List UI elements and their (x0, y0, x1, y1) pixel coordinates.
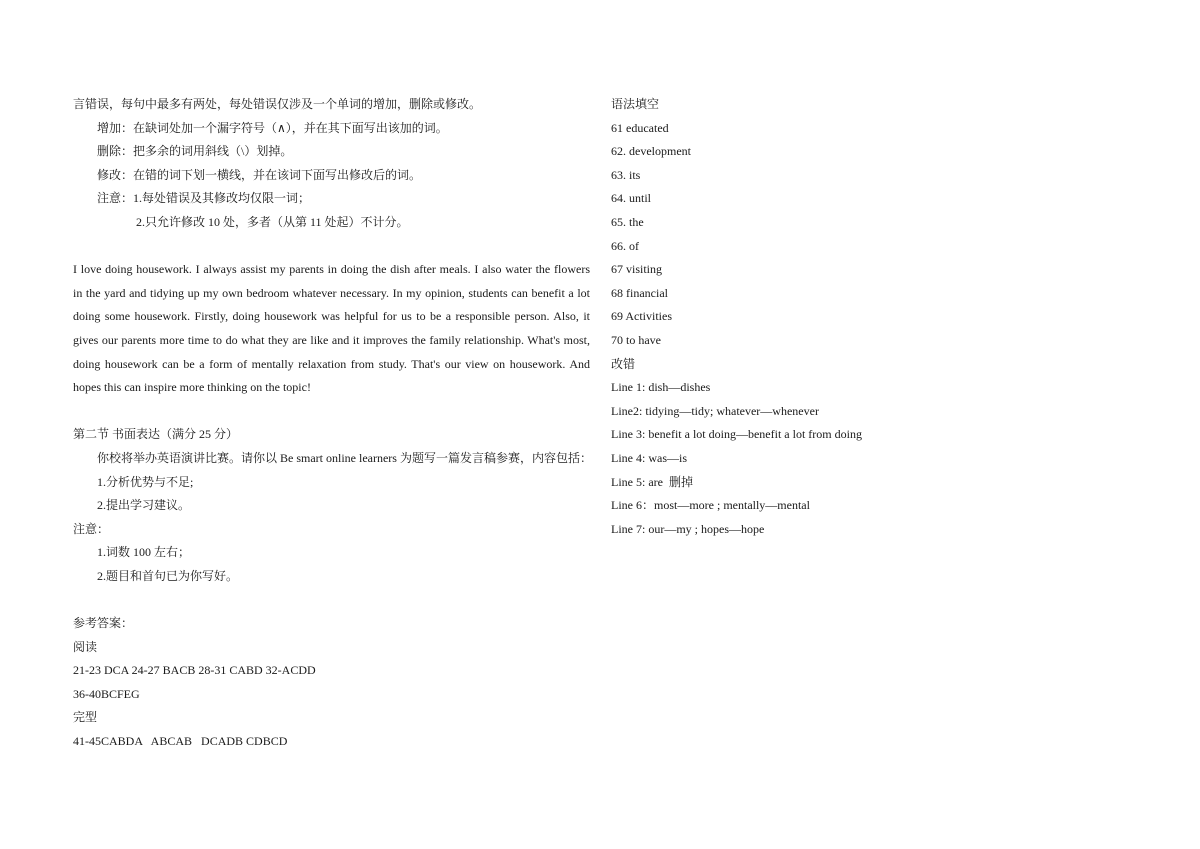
grammar-answer: 64. until (611, 191, 652, 206)
error-correction-passage (73, 258, 590, 400)
correction-item: Line2: tidying—tidy; whatever—whenever (611, 403, 819, 418)
passage-line: gives our parents more time to do what they are like and it improves the family relationship. What's most, (73, 332, 590, 347)
right-column (611, 93, 1171, 541)
grammar-answer: 63. its (611, 167, 641, 182)
grammar-answer: 66. of (611, 238, 639, 253)
reading-answer: 36-40BCFEG (73, 686, 140, 701)
section-title: 第二节 书面表达（满分 25 分） (73, 427, 239, 442)
reading-label: 阅读 (73, 639, 98, 654)
instruction-line: 注意：1.每处错误及其修改均仅限一词； (97, 191, 311, 206)
correction-item: Line 1: dish—dishes (611, 380, 711, 395)
grammar-answer: 68 financial (611, 285, 668, 300)
correction-item: Line 6：most—more ; mentally—mental (611, 498, 810, 513)
grammar-answer: 62. development (611, 144, 691, 159)
passage-line: I love doing housework. I always assist my parents in doing the dish after meals. I also water the flowers (73, 262, 590, 277)
instruction-line: 2.只允许修改 10 处，多者（从第 11 处起）不计分。 (136, 214, 409, 229)
correction-label: 改错 (611, 356, 636, 371)
note-item: 2.题目和首句已为你写好。 (97, 568, 239, 583)
grammar-answer: 70 to have (611, 332, 661, 347)
task-intro: 你校将举办英语演讲比赛。请你以 Be smart online learners 为题写一篇发言稿参赛，内容包括： (97, 450, 592, 465)
passage-line: in the yard and tidying up my own bedroom whatever necessary. In my opinion, students can benefit a lot (73, 285, 590, 300)
grammar-answer: 69 Activities (611, 309, 672, 324)
correction-item: Line 7: our—my ; hopes—hope (611, 521, 765, 536)
instruction-line: 修改：在错的词下划一横线，并在该词下面写出修改后的词。 (97, 167, 422, 182)
correction-item: Line 4: was—is (611, 450, 687, 465)
instruction-line: 删除：把多余的词用斜线（\）划掉。 (97, 144, 293, 159)
note-item: 1.词数 100 左右； (97, 545, 191, 560)
reading-answer: 21-23 DCA 24-27 BACB 28-31 CABD 32-ACDD (73, 663, 316, 678)
grammar-label: 语法填空 (611, 97, 660, 111)
left-column (73, 93, 590, 754)
task-point: 1.分析优势与不足; (97, 474, 194, 489)
instruction-line: 增加：在缺词处加一个漏字符号（∧），并在其下面写出该加的词。 (97, 120, 448, 135)
correction-item: Line 3: benefit a lot doing—benefit a lot from doing (611, 427, 862, 442)
answers-label: 参考答案： (73, 616, 134, 631)
grammar-answer: 65. the (611, 214, 644, 229)
passage-line: doing some housework. Firstly, doing housework was helpful for us to be a responsible person. Also, it (73, 309, 590, 324)
task-point: 2.提出学习建议。 (97, 498, 191, 513)
cloze-label: 完型 (73, 710, 98, 725)
grammar-answer: 67 visiting (611, 262, 663, 277)
notes-label: 注意： (73, 521, 110, 536)
correction-item: Line 5: are 删掉 (611, 474, 693, 489)
instruction-line: 言错误，每句中最多有两处，每处错误仅涉及一个单词的增加，删除或修改。 (73, 97, 482, 111)
grammar-answer: 61 educated (611, 120, 669, 135)
cloze-answer: 41-45CABDA ABCAB DCADB CDBCD (73, 734, 288, 749)
passage-line: hopes this can inspire more thinking on the topic! (73, 380, 311, 395)
passage-line: doing housework can be a form of mentally relaxation from study. That's our view on housework. And (73, 356, 590, 371)
